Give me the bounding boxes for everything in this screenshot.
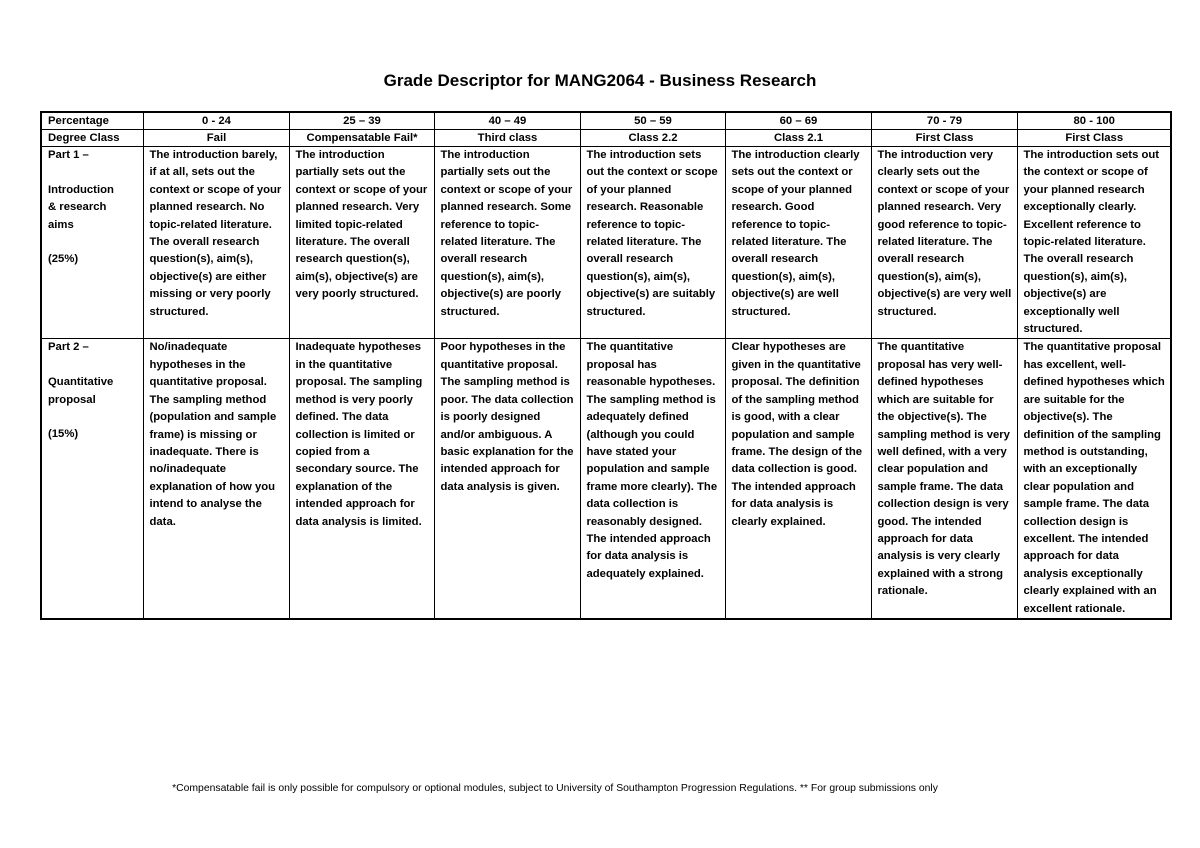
part-label-line: & research	[48, 201, 107, 214]
descriptor-cell: The introduction sets out the context or scope of your planned research exceptionally clearly. Excellent reference to topic-related literature. The overall research question(s), aim(s), objective(s) are exceptionally well structured.	[1017, 147, 1171, 339]
header-cell: First Class	[1017, 130, 1171, 147]
header-cell: 70 - 79	[871, 112, 1017, 130]
descriptor-cell: The introduction very clearly sets out the context or scope of your planned research. Very good reference to topic-related literature. The overall research question(s), aim(s), objective(s) are very well structured.	[871, 147, 1017, 339]
descriptor-cell: Inadequate hypotheses in the quantitative proposal. The sampling method is very poorly defined. The data collection is limited or copied from a secondary source. The explanation of the intended approach for data analysis is limited.	[289, 339, 434, 619]
header-cell: 25 – 39	[289, 112, 434, 130]
descriptor-cell: The introduction clearly sets out the context or scope of your planned research. Good reference to topic-related literature. The overall research question(s), aim(s), objective(s) are well structured.	[725, 147, 871, 339]
part-1-row	[41, 147, 1171, 339]
descriptor-cell: The introduction partially sets out the context or scope of your planned research. Very limited topic-related literature. The overall research question(s), aim(s), objective(s) are very poorly structured.	[289, 147, 434, 339]
descriptor-cell: The quantitative proposal has excellent, well-defined hypotheses which are suitable for the objective(s). The definition of the sampling method is outstanding, with an exceptionally clear population and sample frame. The data collection design is excellent. The intended approach for data analysis exceptionally clearly explained with an excellent rationale.	[1017, 339, 1171, 619]
part-label-line: Introduction	[48, 183, 114, 196]
descriptor-cell: Clear hypotheses are given in the quantitative proposal. The definition of the sampling method is good, with a clear population and sample frame. The design of the data collection is good. The intended approach for data analysis is clearly explained.	[725, 339, 871, 619]
descriptor-cell: No/inadequate hypotheses in the quantitative proposal. The sampling method (population and sample frame) is missing or inadequate. There is no/inadequate explanation of how you intend to analyse the data.	[143, 339, 289, 619]
header-cell: Fail	[143, 130, 289, 147]
part-label-line: proposal	[48, 393, 96, 406]
header-cell: First Class	[871, 130, 1017, 147]
header-cell: Third class	[434, 130, 580, 147]
part-label-line: Part 1 –	[48, 149, 89, 161]
header-cell: 40 – 49	[434, 112, 580, 130]
header-cell: 50 – 59	[580, 112, 725, 130]
part-label-line: aims	[48, 218, 74, 231]
descriptor-cell: The introduction partially sets out the context or scope of your planned research. Some reference to topic-related literature. The overall research question(s), aim(s), objective(s) are poorly structured.	[434, 147, 580, 339]
part-2-label	[41, 339, 143, 619]
row-label: Degree Class	[41, 130, 143, 147]
descriptor-cell: Poor hypotheses in the quantitative proposal. The sampling method is poor. The data collection is poorly designed and/or ambiguous. A basic explanation for the intended approach for data analysis is given.	[434, 339, 580, 619]
footnote: *Compensatable fail is only possible for compulsory or optional modules, subject to University of Southampton Progression Regulations. ** For group submissions only	[172, 783, 938, 794]
grade-descriptor-table	[40, 111, 1172, 620]
part-label-line: Quantitative	[48, 376, 114, 389]
part-2-row	[41, 339, 1171, 619]
descriptor-cell: The introduction barely, if at all, sets out the context or scope of your planned research. No topic-related literature. The overall research question(s), aim(s), objective(s) are either missing or very poorly structured.	[143, 147, 289, 339]
header-cell: Class 2.1	[725, 130, 871, 147]
header-cell: Class 2.2	[580, 130, 725, 147]
page-title: Grade Descriptor for MANG2064 - Business Research	[383, 71, 817, 90]
row-label: Percentage	[41, 112, 143, 130]
header-cell: Compensatable Fail*	[289, 130, 434, 147]
descriptor-cell: The quantitative proposal has very well-defined hypotheses which are suitable for the objective(s). The sampling method is very well defined, with a very clear population and sample frame. The data collection design is very good. The intended approach for data analysis is very clearly explained with a strong rationale.	[871, 339, 1017, 619]
degree-class-row	[41, 130, 1171, 147]
part-weight: (15%)	[48, 428, 79, 441]
part-weight: (25%)	[48, 253, 79, 266]
descriptor-cell: The quantitative proposal has reasonable hypotheses. The sampling method is adequately defined (although you could have stated your population and sample frame more clearly). The data collection is reasonably designed. The intended approach for data analysis is adequately explained.	[580, 339, 725, 619]
part-label-line: Part 2 –	[48, 341, 89, 354]
percentage-row	[41, 112, 1171, 130]
part-1-label	[41, 147, 143, 339]
header-cell: 80 - 100	[1017, 112, 1171, 130]
header-cell: 60 – 69	[725, 112, 871, 130]
header-cell: 0 - 24	[143, 112, 289, 130]
descriptor-cell: The introduction sets out the context or scope of your planned research. Reasonable reference to topic-related literature. The overall research question(s), aim(s), objective(s) are suitably structured.	[580, 147, 725, 339]
